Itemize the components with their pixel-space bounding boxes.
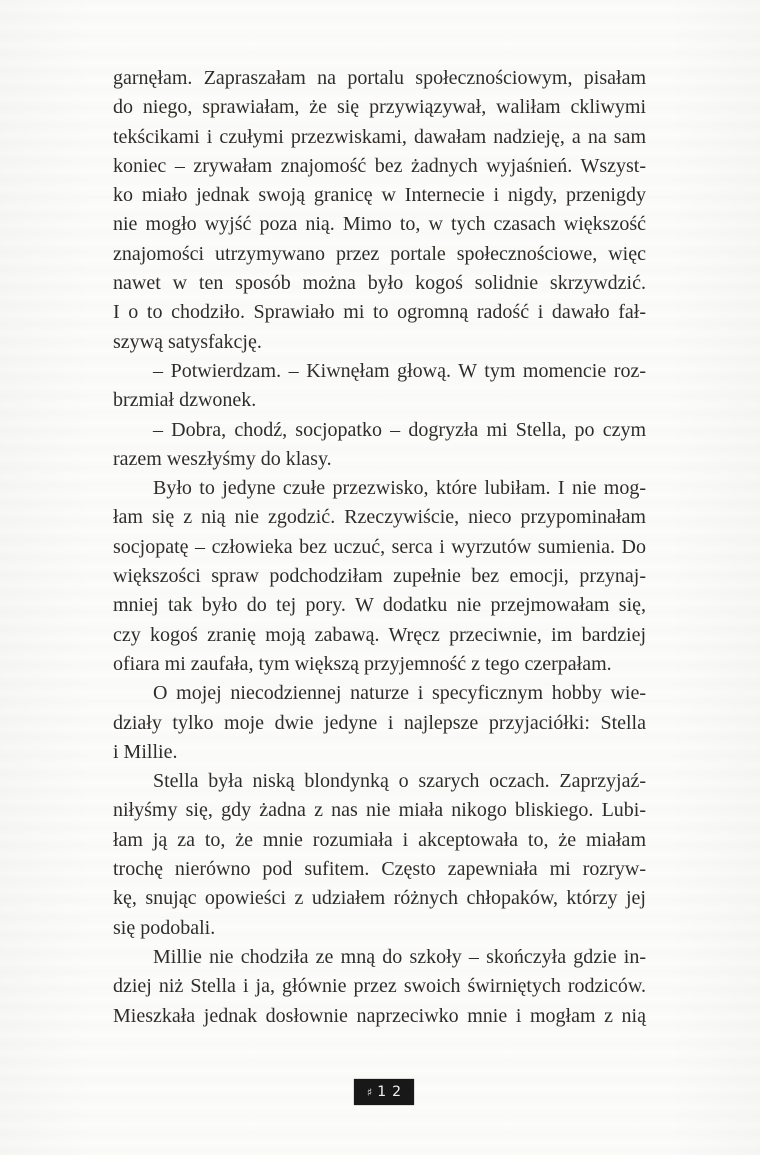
text-line: Stella była niską blondynką o szarych oczach. Zaprzyjaź- bbox=[153, 770, 646, 793]
page-number-box bbox=[354, 1079, 414, 1105]
text-line: trochę nierówno pod sufitem. Często zapewniała mi rozryw- bbox=[113, 858, 646, 881]
text-line: tekścikami i czułymi przezwiskami, dawałam nadzieję, a na sam bbox=[113, 125, 646, 148]
text-line: garnęłam. Zapraszałam na portalu społecznościowym, pisałam bbox=[113, 67, 646, 89]
text-line: Było to jedyne czułe przezwisko, które lubiłam. I nie mog- bbox=[153, 477, 646, 500]
text-line: Millie nie chodziła ze mną do szkoły – skończyła gdzie in- bbox=[153, 945, 646, 968]
text-line: ko miało jednak swoją granicę w Internecie i nigdy, przenigdy bbox=[113, 184, 646, 207]
text-line: i Millie. bbox=[113, 740, 178, 763]
text-line: łam się z nią nie zgodzić. Rzeczywiście, nieco przypominałam bbox=[113, 506, 646, 529]
text-line: nawet w ten sposób można było kogoś solidnie skrzywdzić. bbox=[113, 272, 646, 295]
text-line: się podobali. bbox=[113, 916, 216, 939]
text-line: kę, snując opowieści z udziałem różnych chłopaków, którzy jej bbox=[113, 887, 646, 910]
text-line: – Dobra, chodź, socjopatko – dogryzła mi Stella, po czym bbox=[153, 418, 646, 441]
text-line: działy tylko moje dwie jedyne i najlepsze przyjaciółki: Stella bbox=[113, 711, 646, 734]
text-line: Mieszkała jednak dosłownie naprzeciwko mnie i mogłam z nią bbox=[113, 1004, 646, 1027]
text-line: nie mogło wyjść poza nią. Mimo to, w tych czasach większość bbox=[113, 213, 646, 236]
text-line: I o to chodziło. Sprawiało mi to ogromną radość i dawało fał- bbox=[113, 301, 646, 324]
text-line: mniej tak było do tej pory. W dodatku nie przejmowałam się, bbox=[113, 594, 646, 617]
text-line: znajomości utrzymywano przez portale społecznościowe, więc bbox=[113, 242, 646, 265]
text-line: O mojej niecodziennej naturze i specyficznym hobby wie- bbox=[153, 682, 646, 705]
text-line: koniec – zrywałam znajomość bez żadnych wyjaśnień. Wszyst- bbox=[113, 154, 646, 177]
text-line: razem weszłyśmy do klasy. bbox=[113, 447, 332, 470]
text-line: łam ją za to, że mnie rozumiała i akceptowała to, że miałam bbox=[113, 828, 646, 851]
text-line: czy kogoś zranię moją zabawą. Wręcz przeciwnie, im bardziej bbox=[113, 623, 646, 646]
text-line: – Potwierdzam. – Kiwnęłam głową. W tym momencie roz- bbox=[153, 359, 646, 382]
sharp-icon: ♯ bbox=[366, 1085, 373, 1099]
text-line: szywą satysfakcję. bbox=[113, 330, 262, 353]
text-line: większości spraw podchodziłam zupełnie bez emocji, przynaj- bbox=[113, 565, 646, 588]
text-line: brzmiał dzwonek. bbox=[113, 389, 257, 412]
page-number: 12 bbox=[377, 1084, 408, 1100]
text-line: socjopatę – człowieka bez uczuć, serca i wyrzutów sumienia. Do bbox=[113, 535, 646, 558]
text-line: do niego, sprawiałam, że się przywiązywał, waliłam ckliwymi bbox=[113, 96, 646, 119]
text-line: ofiara mi zaufała, tym większą przyjemność z tego czerpałam. bbox=[113, 652, 612, 675]
text-line: niłyśmy się, gdy żadna z nas nie miała nikogo bliskiego. Lubi- bbox=[113, 799, 646, 822]
text-line: dziej niż Stella i ja, głównie przez swoich świrniętych rodziców. bbox=[113, 975, 646, 998]
text-block bbox=[113, 64, 646, 1031]
